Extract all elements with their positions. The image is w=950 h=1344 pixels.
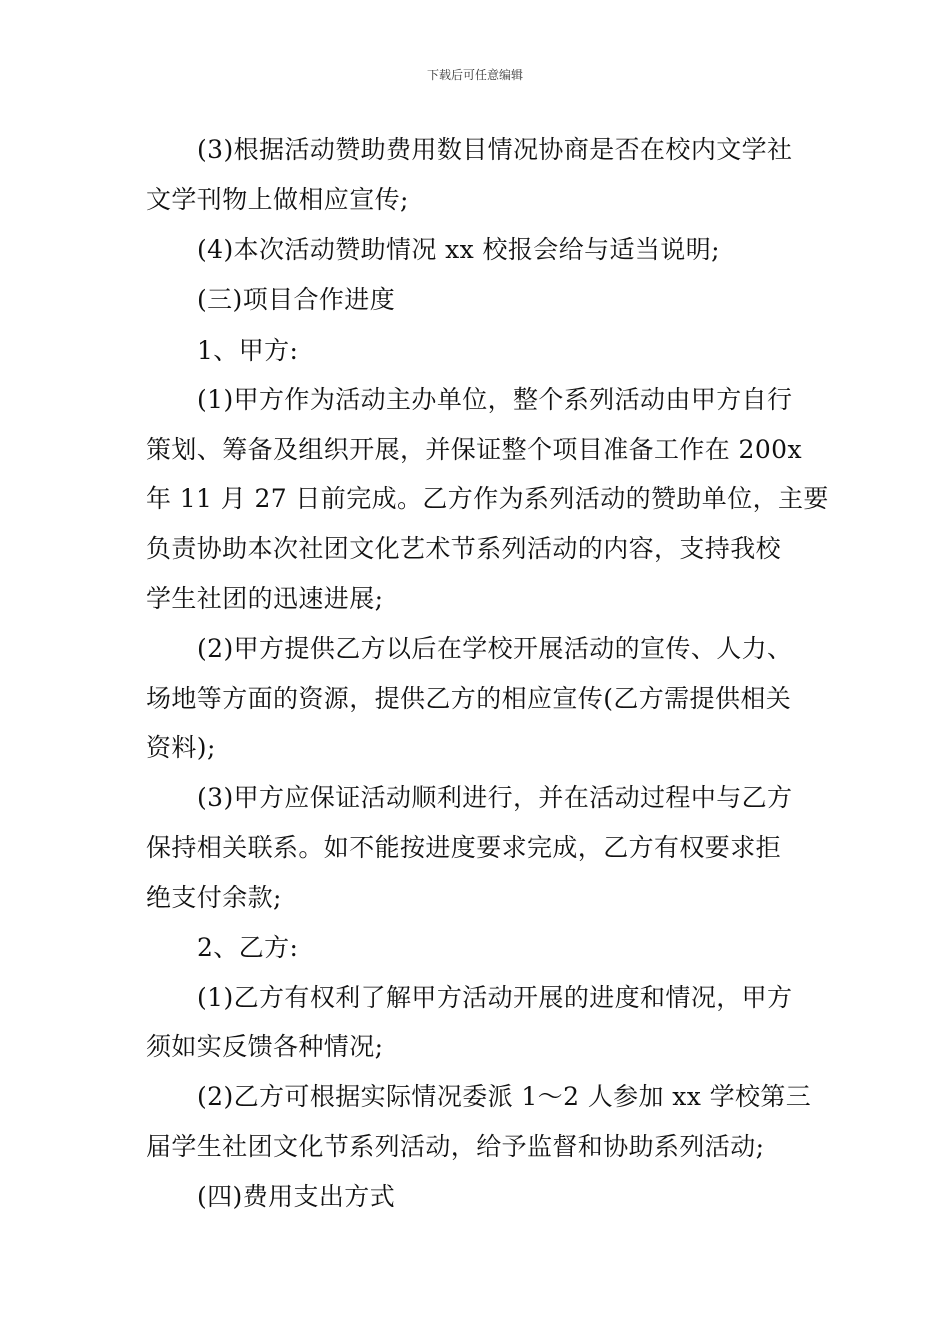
- section-heading: (三)项目合作进度: [197, 285, 396, 314]
- paragraph-line: 策划、筹备及组织开展，并保证整个项目准备工作在 200x: [146, 435, 802, 464]
- paragraph-line: (2)乙方可根据实际情况委派 1～2 人参加 xx 学校第三: [197, 1082, 812, 1111]
- paragraph-line: 文学刊物上做相应宣传;: [146, 185, 409, 214]
- paragraph-line: 年 11 月 27 日前完成。乙方作为系列活动的赞助单位，主要: [146, 484, 829, 513]
- paragraph-line: (1)乙方有权利了解甲方活动开展的进度和情况，甲方: [197, 983, 793, 1012]
- paragraph-line: 负责协助本次社团文化艺术节系列活动的内容，支持我校: [146, 534, 782, 563]
- paragraph-line: 场地等方面的资源，提供乙方的相应宣传(乙方需提供相关: [146, 684, 792, 713]
- paragraph-line: (2)甲方提供乙方以后在学校开展活动的宣传、人力、: [197, 634, 793, 663]
- subsection-heading: 2、乙方:: [197, 933, 299, 962]
- paragraph-line: 学生社团的迅速进展;: [146, 584, 384, 613]
- section-heading: (四)费用支出方式: [197, 1182, 396, 1211]
- paragraph-line: 保持相关联系。如不能按进度要求完成，乙方有权要求拒: [146, 833, 782, 862]
- paragraph-line: 须如实反馈各种情况;: [146, 1032, 384, 1061]
- paragraph-line: 绝支付余款;: [146, 883, 282, 912]
- paragraph-line: (3)根据活动赞助费用数目情况协商是否在校内文学社: [197, 135, 793, 164]
- paragraph-line: (1)甲方作为活动主办单位，整个系列活动由甲方自行: [197, 385, 793, 414]
- paragraph-line: (4)本次活动赞助情况 xx 校报会给与适当说明;: [197, 235, 720, 264]
- paragraph-line: (3)甲方应保证活动顺利进行，并在活动过程中与乙方: [197, 783, 793, 812]
- paragraph-line: 届学生社团文化节系列活动，给予监督和协助系列活动;: [146, 1132, 765, 1161]
- subsection-heading: 1、甲方:: [197, 336, 299, 365]
- paragraph-line: 资料);: [146, 733, 216, 762]
- page-header: 下载后可任意编辑: [426, 68, 523, 82]
